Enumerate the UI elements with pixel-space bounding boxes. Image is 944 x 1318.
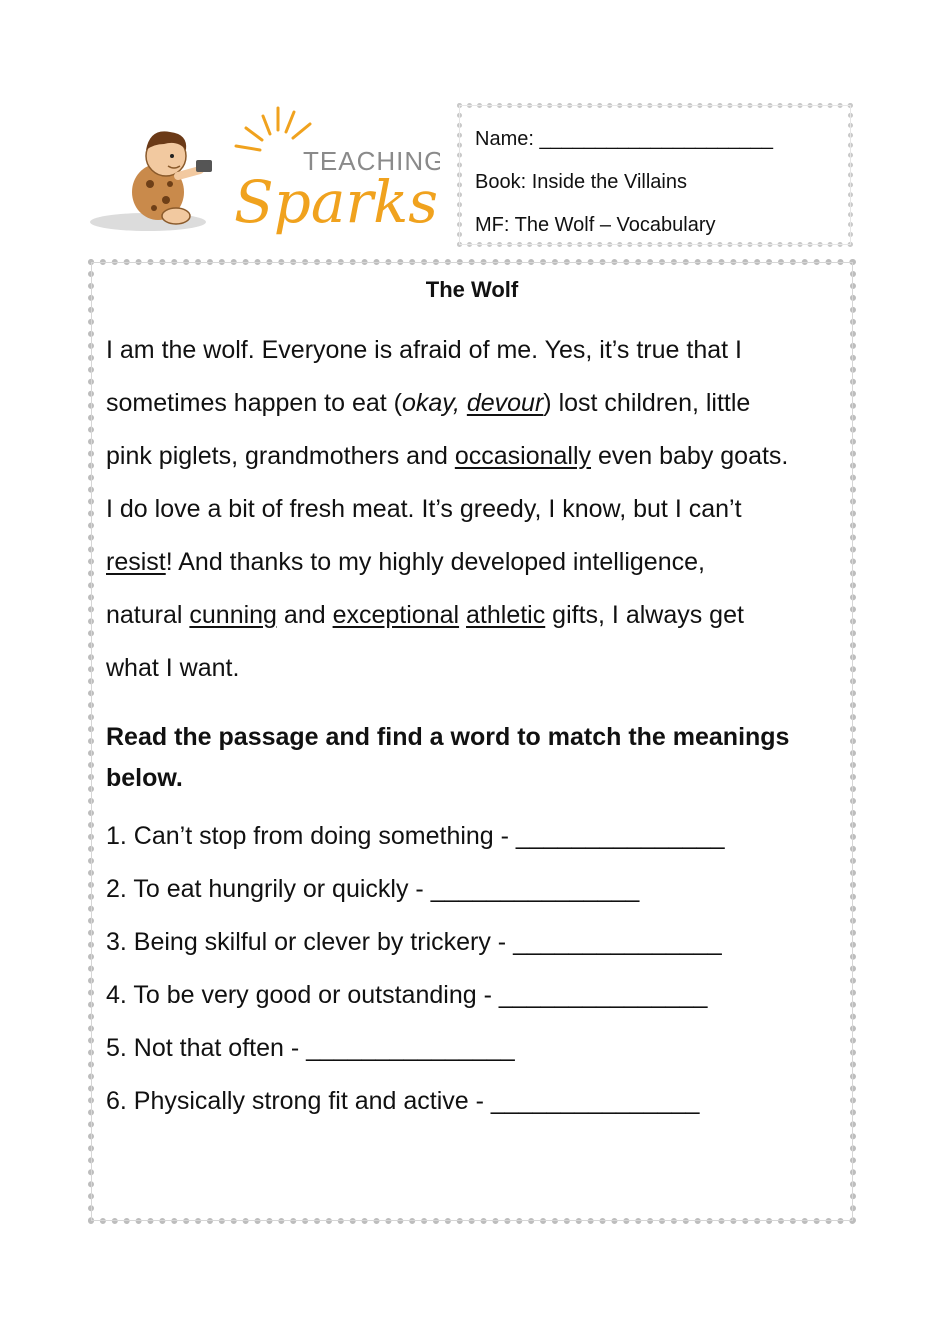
question-4[interactable]: 4. To be very good or outstanding - _______________ [106,981,708,1009]
question-3[interactable]: 3. Being skilful or clever by trickery - _______________ [106,928,722,956]
passage-text: natural [106,601,190,629]
logo-sparks-text: Sparks [234,168,439,236]
passage-line [106,589,846,642]
caveman-mascot-icon [88,104,440,244]
worksheet-box [88,259,856,1224]
vocab-word-resist: resist [106,548,166,576]
story-passage [106,324,846,695]
passage-text: I do love a bit of fresh meat. It’s greedy, I know, but I can’t [106,495,742,523]
passage-text: even baby goats. [591,442,789,470]
question-5[interactable]: 5. Not that often - _______________ [106,1034,515,1062]
passage-text: I am the wolf. Everyone is afraid of me. Yes, it’s true that I [106,336,742,364]
passage-line [106,642,846,695]
passage-line [106,483,846,536]
passage-line [106,324,846,377]
instruction-text: Read the passage and find a word to match the meanings below. [106,723,790,792]
question-list [106,810,846,1128]
question-1[interactable]: 1. Can’t stop from doing something - _______________ [106,822,725,850]
passage-line [106,377,846,430]
vocab-word-athletic: athletic [466,601,546,629]
passage-line [106,430,846,483]
question-2[interactable]: 2. To eat hungrily or quickly - _______________ [106,875,640,903]
passage-text [459,601,466,629]
passage-text: what I want. [106,654,240,682]
story-title: The Wolf [425,277,519,302]
passage-italic-text: okay, [402,389,467,417]
logo-teaching-text: TEACHING [303,146,440,176]
vocab-word-exceptional: exceptional [332,601,460,629]
name-field-line[interactable]: Name: _____________________ [475,128,774,150]
student-info-box [457,103,853,247]
passage-text: sometimes happen to eat ( [106,389,402,417]
passage-text: and [276,601,333,629]
mf-line: MF: The Wolf – Vocabulary [475,214,716,236]
teaching-sparks-logo [88,104,440,244]
passage-text: ) lost children, little [543,389,751,417]
vocab-word-devour: devour [466,389,544,417]
vocab-word-cunning: cunning [189,601,277,629]
passage-text: ! And thanks to my highly developed intelligence, [165,548,705,576]
question-6[interactable]: 6. Physically strong fit and active - _______________ [106,1087,700,1115]
passage-text: gifts, I always get [545,601,744,629]
vocab-word-occasionally: occasionally [454,442,592,470]
passage-text: pink piglets, grandmothers and [106,442,455,470]
passage-line [106,536,846,589]
book-line: Book: Inside the Villains [475,171,687,193]
